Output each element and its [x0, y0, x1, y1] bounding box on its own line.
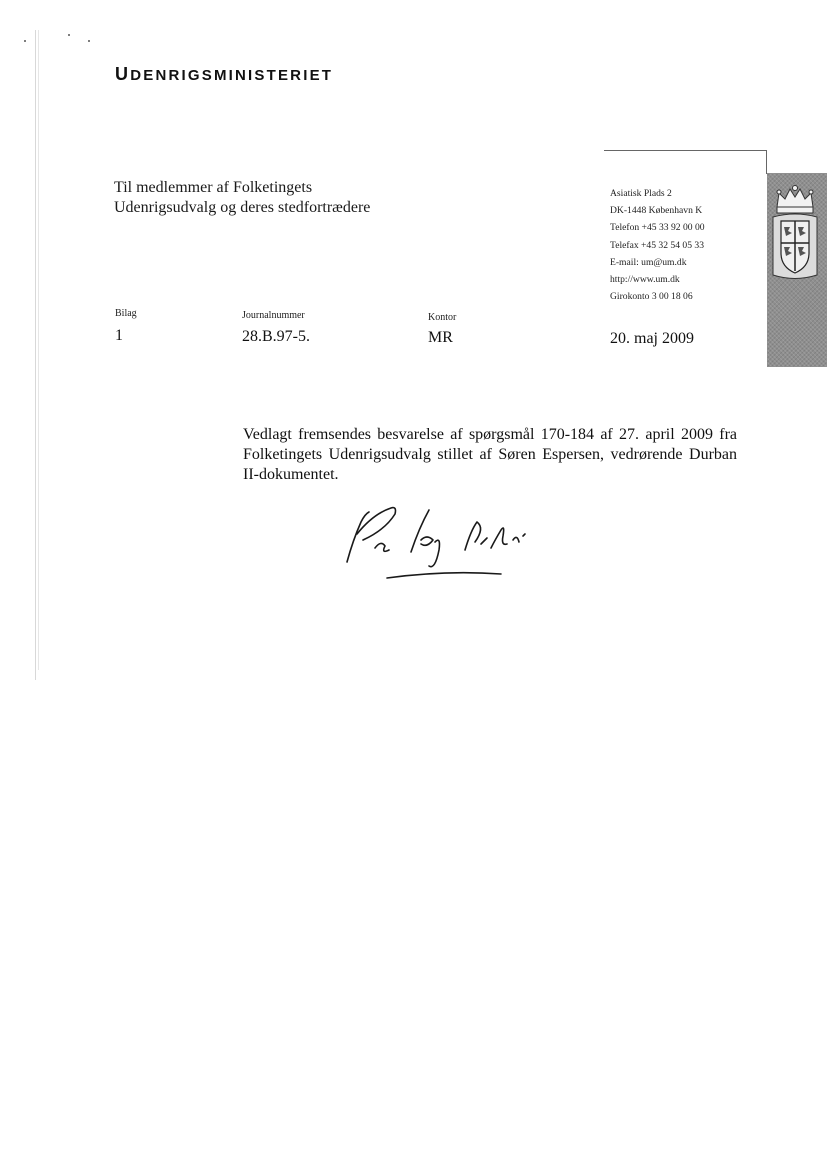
bilag-value: 1	[115, 327, 123, 344]
recipient-line: Udenrigsudvalg og deres stedfortrædere	[114, 199, 371, 216]
recipient-block	[114, 178, 370, 218]
address-email: E-mail: um@um.dk	[610, 256, 687, 268]
header-rule	[604, 150, 766, 151]
recipient-line: Til medlemmer af Folketingets	[114, 179, 313, 196]
ministry-name: UDENRIGSMINISTERIET	[115, 64, 334, 84]
address-street: Asiatisk Plads 2	[610, 188, 672, 199]
royal-crest-icon	[771, 183, 819, 283]
bilag-label: Bilag	[115, 308, 137, 319]
signature-icon	[335, 500, 555, 585]
scan-speck	[24, 40, 26, 42]
address-web: http://www.um.dk	[610, 274, 680, 286]
crest-panel	[767, 173, 827, 367]
body-paragraph: Vedlagt fremsendes besvarelse af spørgsmål 170-184 af 27. april 2009 fra Folketingets Udenrigsudvalg stillet af Søren Espersen, vedrørende Durban II-dokumentet.	[243, 426, 737, 483]
scan-speck	[88, 40, 90, 42]
address-giro: Girokonto 3 00 18 06	[610, 291, 693, 303]
journal-label: Journalnummer	[242, 310, 305, 321]
address-phone: Telefon +45 33 92 00 00	[610, 222, 705, 234]
kontor-value: MR	[428, 329, 453, 346]
scan-margin-line	[38, 30, 39, 670]
kontor-label: Kontor	[428, 312, 457, 323]
header-rule-vertical	[766, 150, 767, 174]
letter-date: 20. maj 2009	[610, 330, 694, 347]
address-city: DK-1448 København K	[610, 205, 703, 217]
journal-value: 28.B.97-5.	[242, 328, 310, 345]
scan-speck	[68, 34, 70, 36]
scan-margin-line	[35, 30, 36, 680]
address-block	[610, 185, 705, 305]
address-fax: Telefax +45 32 54 05 33	[610, 239, 704, 251]
